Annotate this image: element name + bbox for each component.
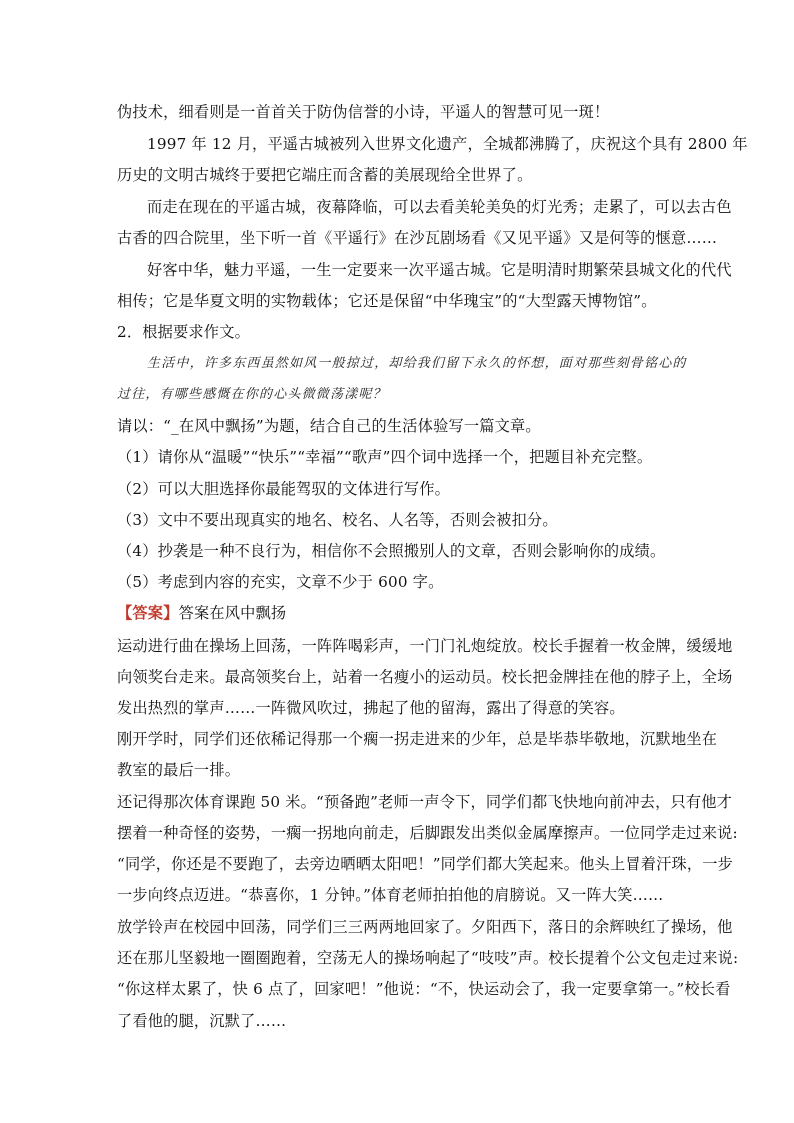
answer-line-11: 还在那儿坚毅地一圈圈跑着，空荡无人的操场响起了“吱吱”声。校长提着个公文包走过来说: (117, 949, 739, 967)
question-prompt-line-1: 生活中，许多东西虽然如风一般掠过，却给我们留下永久的怀想，面对那些刻骨铭心的 (147, 356, 687, 371)
passage-line-4: 而走在现在的平遥古城，夜幕降临，可以去看美轮美奂的灯光秀；走累了，可以去古色 (147, 198, 732, 216)
question-instruction: 请以：“_在风中飘扬”为题，结合自己的生活体验写一篇文章。 (117, 417, 541, 435)
answer-line-13: 了看他的腿，沉默了…… (117, 1012, 287, 1030)
requirement-1: （1）请你从“温暖”“快乐”“幸福”“歌声”四个词中选择一个，把题目补充完整。 (117, 448, 653, 466)
answer-line-4: 刚开学时，同学们还依稀记得那一个瘸一拐走进来的少年，总是毕恭毕敬地，沉默地坐在 (117, 730, 718, 748)
passage-line-5: 古香的四合院里，坐下听一首《平遥行》在沙瓦剧场看《又见平遥》又是何等的惬意…… (117, 229, 718, 247)
requirement-5: （5）考虑到内容的充实，文章不少于 600 字。 (117, 573, 444, 591)
requirement-3: （3）文中不要出现真实的地名、校名、人名等，否则会被扣分。 (117, 511, 558, 529)
passage-line-1: 伪技术，细看则是一首首关于防伪信誉的小诗，平遥人的智慧可见一斑！ (117, 103, 610, 121)
answer-heading (117, 603, 286, 623)
question-prompt-line-2: 过往，有哪些感慨在你的心头微微荡漾呢？ (117, 387, 387, 402)
requirement-4: （4）抄袭是一种不良行为，相信你不会照搬别人的文章，否则会影响你的成绩。 (117, 542, 666, 560)
answer-line-6: 还记得那次体育课跑 50 米。“预备跑”老师一声令下，同学们都飞快地向前冲去，只有他才 (117, 793, 733, 811)
passage-line-3: 历史的文明古城终于要把它端庄而含蓄的美展现给全世界了。 (117, 166, 533, 184)
answer-tag: 【答案】 (117, 604, 179, 622)
passage-line-2: 1997 年 12 月，平遥古城被列入世界文化遗产，全城都沸腾了，庆祝这个具有 2800 年 (147, 135, 748, 153)
answer-line-8: “同学，你还是不要跑了，去旁边晒晒太阳吧！”同学们都大笑起来。他头上冒着汗珠，一步 (117, 855, 734, 873)
answer-line-5: 教室的最后一排。 (117, 761, 241, 779)
answer-line-12: “你这样太累了，快 6 点了，回家吧！”他说：“不，快运动会了，我一定要拿第一。”校长看 (117, 980, 731, 998)
answer-line-7: 摆着一种奇怪的姿势，一瘸一拐地向前走，后脚跟发出类似金属摩擦声。一位同学走过来说: (117, 824, 738, 842)
answer-line-1: 运动进行曲在操场上回荡，一阵阵喝彩声，一门门礼炮绽放。校长手握着一枚金牌，缓缓地 (117, 637, 733, 655)
passage-line-7: 相传；它是华夏文明的实物载体；它还是保留“中华瑰宝”的“大型露天博物馆”。 (117, 292, 657, 310)
question-heading: 2．根据要求作文。 (117, 323, 250, 341)
answer-line-2: 向领奖台走来。最高领奖台上，站着一名瘦小的运动员。校长把金牌挂在他的脖子上，全场 (117, 668, 733, 686)
answer-line-3: 发出热烈的掌声……一阵微风吹过，拂起了他的留海，露出了得意的笑容。 (117, 699, 625, 717)
requirement-2: （2）可以大胆选择你最能驾驭的文体进行写作。 (117, 480, 451, 498)
answer-line-10: 放学铃声在校园中回荡，同学们三三两两地回家了。夕阳西下，落日的余辉映红了操场，他 (117, 918, 733, 936)
answer-title: 答案在风中飘扬 (178, 604, 287, 622)
passage-line-6: 好客中华，魅力平遥，一生一定要来一次平遥古城。它是明清时期繁荣县城文化的代代 (147, 261, 732, 279)
answer-line-9: 一步向终点迈进。“恭喜你，1 分钟。”体育老师拍拍他的肩膀说。又一阵大笑…… (117, 886, 664, 904)
